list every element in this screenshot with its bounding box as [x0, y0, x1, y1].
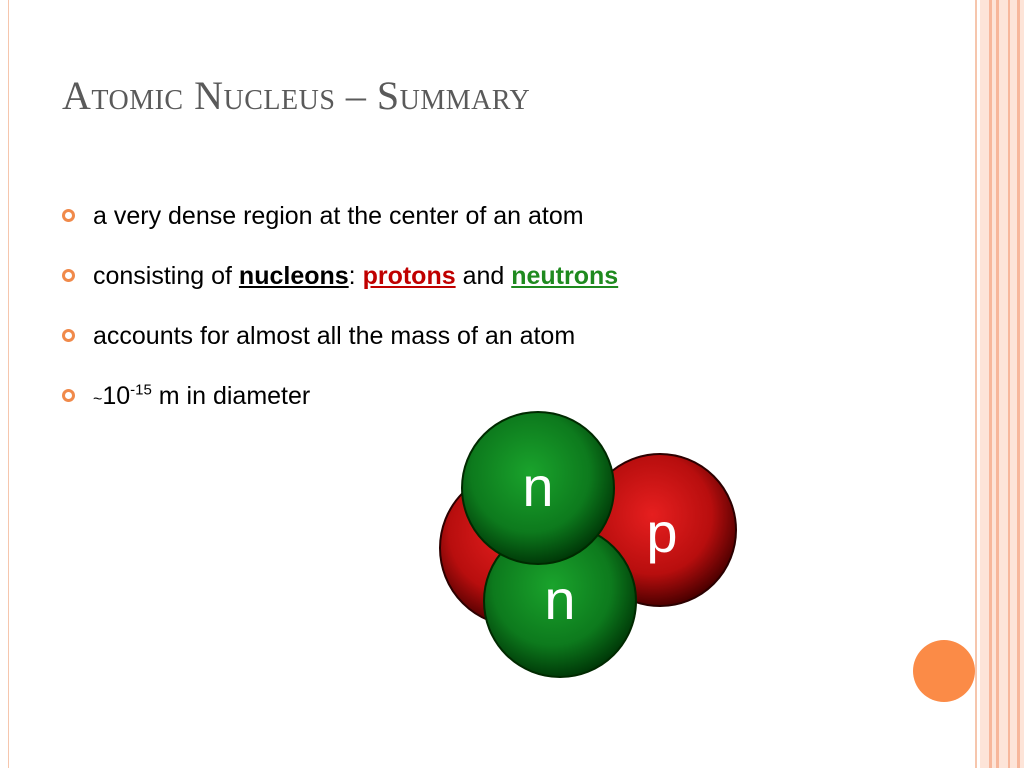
- bullet-item: [62, 316, 618, 376]
- frame-right-line: [975, 0, 977, 768]
- bullet-prefix: consisting of: [93, 262, 239, 290]
- decorative-orange-circle: [913, 640, 975, 702]
- decorative-stripe: [1008, 0, 1010, 768]
- bullet-marker-icon: [62, 389, 75, 402]
- approx-tilde: ~: [93, 391, 103, 408]
- decorative-stripe: [1017, 0, 1020, 768]
- proton-label: p: [646, 501, 678, 564]
- bullet-suffix: m in diameter: [151, 382, 311, 410]
- decorative-stripe: [989, 0, 992, 768]
- bullet-text: [93, 376, 310, 420]
- keyword-nucleons: nucleons: [238, 262, 349, 290]
- decorative-stripe: [996, 0, 999, 768]
- keyword-neutrons: neutrons: [511, 262, 619, 290]
- nucleus-illustration: [430, 405, 750, 685]
- slide-title: Atomic Nucleus – Summary: [62, 73, 531, 118]
- bullet-marker-icon: [62, 329, 75, 342]
- bullet-item: [62, 196, 618, 256]
- power-exponent: -15: [130, 381, 152, 399]
- bullet-item: [62, 256, 618, 316]
- keyword-protons: protons: [362, 262, 456, 290]
- bullet-text: [93, 256, 618, 296]
- neutron-bottom-label: n: [544, 568, 576, 631]
- bullet-text: accounts for almost all the mass of an atom: [93, 322, 576, 350]
- bullet-list: [62, 196, 618, 436]
- frame-left-line: [8, 0, 9, 768]
- bullet-separator: :: [348, 262, 363, 290]
- power-base: 10: [102, 382, 131, 410]
- bullet-marker-icon: [62, 209, 75, 222]
- neutron-top-label: n: [522, 455, 554, 518]
- bullet-text: a very dense region at the center of an atom: [93, 202, 584, 230]
- bullet-conjunction: and: [455, 262, 512, 290]
- bullet-marker-icon: [62, 269, 75, 282]
